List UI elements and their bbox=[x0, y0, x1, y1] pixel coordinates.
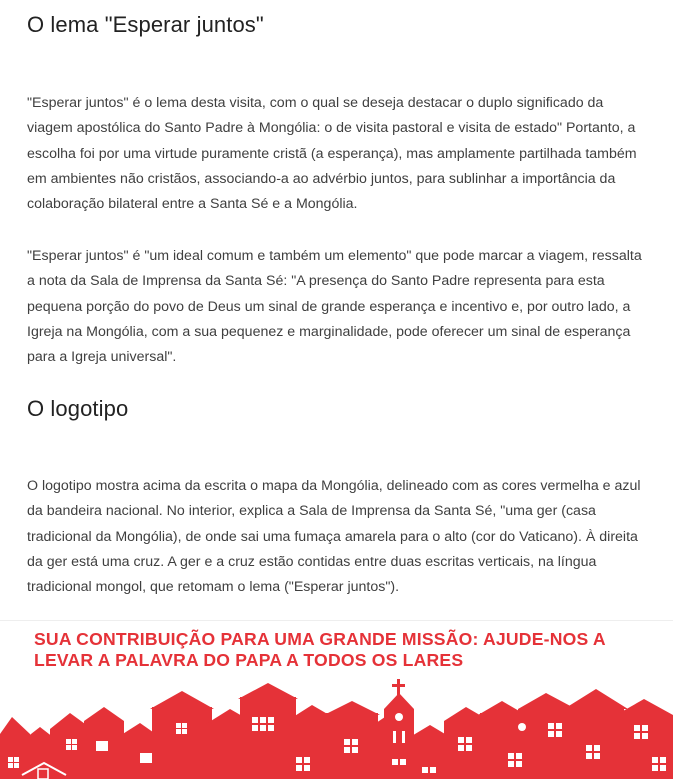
paragraph-lema-1: "Esperar juntos" é o lema desta visita, com o qual se deseja destacar o duplo significado da viagem apostólica do Santo Padre à Mongólia: o de visita pastoral e visita de estado" Portanto, a escolha foi por uma virtude puramente cristã (a esperança), mas amplamente partilhada também em ambientes não cristãos, associando-a ao advérbio juntos, para sublinhar a importância da colaboração bilateral entre a Santa Sé e a Mongólia. bbox=[27, 95, 637, 213]
donation-banner[interactable] bbox=[0, 620, 673, 779]
town-houses-church-illustration bbox=[0, 679, 673, 779]
section-heading-logotipo: O logotipo bbox=[27, 396, 129, 421]
section-heading-lema: O lema "Esperar juntos" bbox=[27, 12, 264, 37]
paragraph-lema-2: "Esperar juntos" é "um ideal comum e também um elemento" que pode marcar a viagem, ressalta a nota da Sala de Imprensa da Santa Sé: "A presença do Santo Padre representa para esta pequena porção do povo de Deus um sinal de grande esperança e incentivo e, por outro lado, a Igreja na Mongólia, com a sua pequenez e marginalidade, pode oferecer um sinal de esperança para a Igreja universal". bbox=[27, 248, 642, 366]
paragraph-logotipo: O logotipo mostra acima da escrita o mapa da Mongólia, delineado com as cores vermelha e azul da bandeira nacional. No interior, explica a Sala de Imprensa da Santa Sé, "uma ger (casa tradicional da Mongólia), de onde sai uma fumaça amarela para o alto (cor do Vaticano). À direita da ger está uma cruz. A ger e a cruz estão contidas entre duas escritas verticais, na língua tradicional mongol, que retomam o lema ("Esperar juntos"). bbox=[27, 478, 641, 596]
donation-banner-title[interactable]: SUA CONTRIBUIÇÃO PARA UMA GRANDE MISSÃO: AJUDE-NOS A LEVAR A PALAVRA DO PAPA A TODOS OS LARES bbox=[34, 629, 606, 670]
